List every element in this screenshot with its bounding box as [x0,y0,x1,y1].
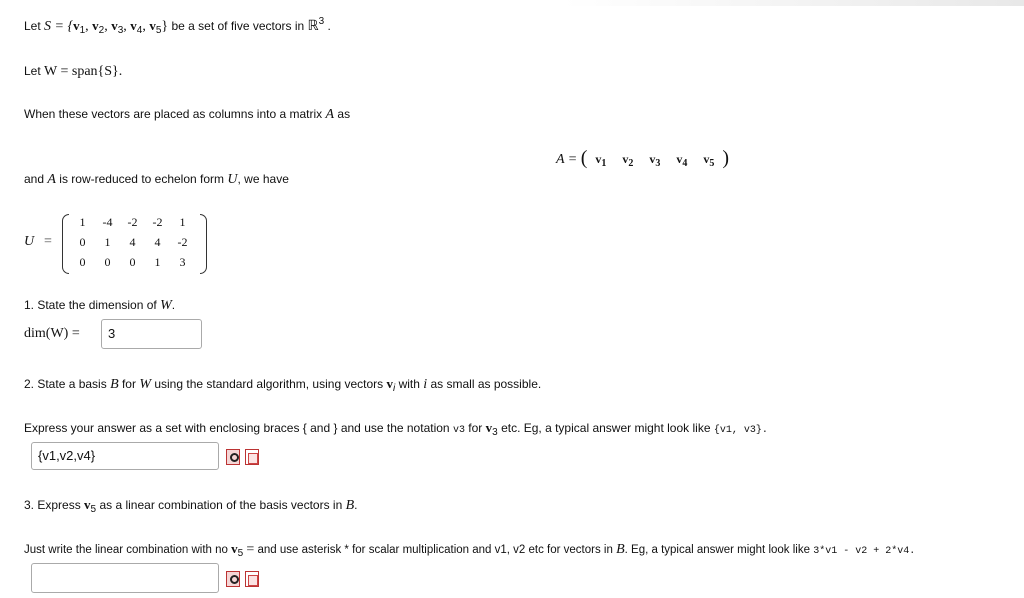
col-v3: $v_3$ [649,152,661,169]
q2-b-var: B [110,377,119,392]
q1-w-var: W [160,298,172,313]
echelon-text: is row-reduced to echelon form [59,172,225,186]
q3-end: . [354,498,358,512]
col-v4: $v_4$ [676,152,688,169]
reals-symbol: ℝ [307,19,319,34]
q2-w-var: W [139,377,151,392]
vec-v5: v [149,18,156,33]
echelon-suffix: , we have [237,172,289,186]
express-v3: v [485,420,493,435]
be-text: be a set of five vectors in [171,19,305,33]
vec-v5-sub: 5 [155,25,162,36]
jw-text1: Just write the linear combination with no [24,544,228,556]
matrix-u-entries [70,215,195,275]
q3-rest: as a linear combination of the basis vectors in [99,498,343,512]
matrix-cell: 1 [154,255,161,269]
jw-example-code: 3*v1 - v2 + 2*v4. [813,546,916,557]
matrix-cell: 0 [129,255,136,269]
express-text: Express your answer as a set with enclosing braces { and } and use the notation [24,421,450,435]
jw-text2: and use asterisk * for scalar multiplication and v1, v2 etc for vectors in [257,544,613,556]
vec-v4-sub: 4 [136,25,143,36]
jw-v5: v [231,541,238,556]
vec-v2-sub: 2 [98,25,105,36]
matrix-intro-line [24,107,350,123]
q3-text: 3. Express [24,498,81,512]
linear-combination-input[interactable] [31,563,219,593]
jw-b-var: B [616,542,625,557]
matrix-cell: -4 [102,215,113,229]
q2-with: with [398,377,420,391]
col-v5: $v_5$ [703,152,715,169]
intro-end: . [327,19,331,33]
set-close: } [161,19,169,34]
dim-w-label: dim(W) = [24,326,80,341]
matrix-intro-suffix: as [337,107,351,121]
matrix-cell: 1 [179,215,186,229]
preview-icon[interactable] [226,571,240,587]
matrix-a-var: A [325,107,335,122]
let-text: Let [24,19,41,33]
matrix-cell: 4 [154,235,161,249]
echelon-a-var: A [47,172,56,187]
express-v3-sub: 3 [492,427,498,438]
vec-v2: v [92,18,99,33]
jw-v5-sub: 5 [237,548,244,559]
reals-exp: 3 [318,16,325,27]
help-icon[interactable] [245,571,259,587]
just-write-instructions [24,541,915,558]
matrix-right-paren [200,214,207,274]
q3-v5-sub: 5 [90,504,97,515]
vec-v1: v [73,18,80,33]
vec-v3: v [111,18,118,33]
intro-line: Let $S = \{v_1$, $v_2$, $v_3$, $v_4$, $v_5$} be a set of five vectors in ℝ$^3$ . [24,16,331,36]
express-code-v3: v3 [452,425,465,436]
let-w-text: Let [24,64,41,78]
dimension-answer-input[interactable]: 3 [101,319,202,349]
q1-end: . [171,298,176,312]
matrix-cell: 1 [79,215,86,229]
matrix-cell: 1 [104,235,111,249]
matrix-cell: 0 [104,255,111,269]
echelon-u-var: U [227,172,238,187]
q2-vi-sub: i [392,383,396,394]
vec-v4: v [130,18,137,33]
q2-for: for [121,377,136,391]
matrix-cell: -2 [177,235,188,249]
question-2 [24,376,541,393]
matrix-u-label: U [24,234,35,249]
w-span-math: W = span{S}. [44,64,123,79]
vec-v1-sub: 1 [79,25,86,36]
matrix-intro-text: When these vectors are placed as columns into a matrix [24,107,323,121]
matrix-cell: -2 [152,215,163,229]
jw-text3: . Eg, a typical answer might look like [624,544,810,556]
express-instructions [24,420,768,436]
top-shade [0,0,1024,6]
q2-text: 2. State a basis [24,377,107,391]
matrix-a-display: A = ( $v_1$ $v_2$ $v_3$ $v_4$ $v_5$ ) [556,147,730,169]
w-def-line [24,64,122,80]
matrix-cell: 4 [129,235,136,249]
express-for: for [468,421,483,435]
q1-text: 1. State the dimension of [24,298,157,312]
set-s-math: S = { [44,19,74,34]
vec-v3-sub: 3 [117,25,124,36]
question-1 [24,298,175,314]
q2-i-var: i [423,377,428,392]
express-example-text: etc. Eg, a typical answer might look like [501,421,711,435]
matrix-cell: -2 [127,215,138,229]
q2-rest: as small as possible. [430,377,542,391]
and-text: and [24,172,45,186]
matrix-a-lhs: A = [556,152,581,167]
echelon-line [24,172,289,188]
matrix-cell: 3 [179,255,186,269]
col-v1: $v_1$ [595,152,607,169]
question-3 [24,497,358,514]
q3-b-var: B [345,498,355,513]
q3-v5: v [84,497,91,512]
q2-using: using the standard algorithm, using vectors [154,377,384,391]
matrix-cell: 0 [79,235,86,249]
preview-icon[interactable] [226,449,240,465]
jw-eq: = [246,542,255,557]
basis-answer-input[interactable]: {v1,v2,v4} [31,442,219,470]
matrix-cell: 0 [79,255,86,269]
matrix-u-equals: = [44,234,52,249]
matrix-left-paren [62,214,69,274]
express-example-code: {v1, v3}. [713,425,768,436]
col-v2: $v_2$ [622,152,634,169]
dim-label [24,326,80,342]
help-icon[interactable] [245,449,259,465]
q2-vi: v [386,376,393,391]
